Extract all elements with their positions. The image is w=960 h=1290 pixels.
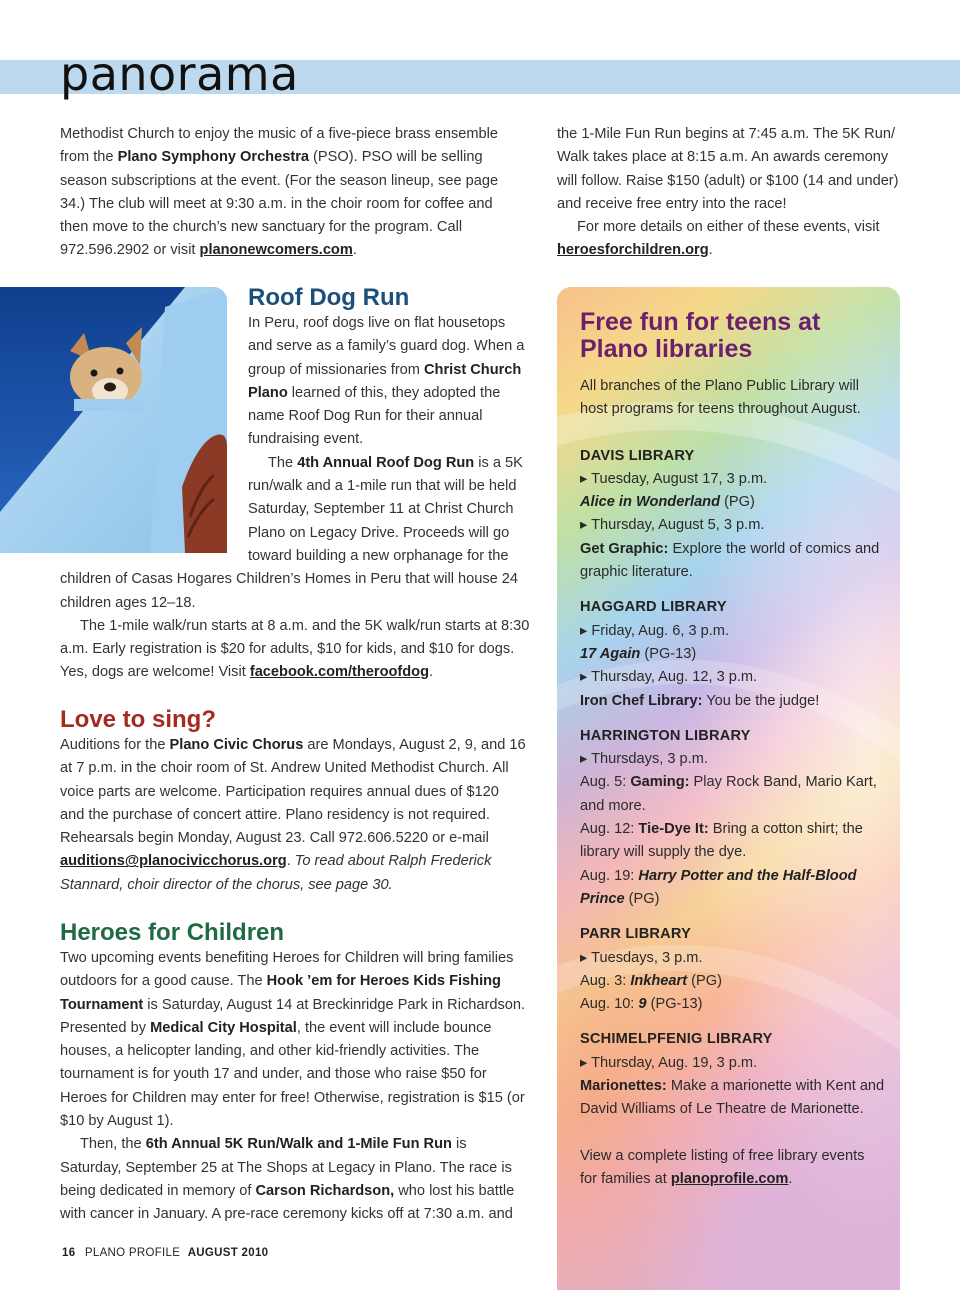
planoprofile-link[interactable]: planoprofile.com — [670, 1170, 789, 1187]
roof-dog-run-article — [60, 284, 532, 685]
page-folio — [62, 1247, 274, 1259]
davis-film-1: Alice in Wonderland (PG) — [580, 494, 755, 511]
intro-paragraph: Methodist Church to enjoy the music of a five-piece brass ensemble from the Plano Symphony Orchestra (PSO). PSO will be selling season subscriptions at the event. (For the season lineup, see page 34.) The club will meet at 9:30 a.m. in the choir room for coffee and then move to the church’s new sanctuary for the program. Call 972.596.2902 or visit planonewcomers.com. — [60, 126, 499, 259]
parr-event-2: Aug. 10: 9 (PG-13) — [580, 996, 703, 1013]
harrington-date-1: ▸ Thursdays, 3 p.m. — [580, 751, 708, 768]
heroes-paragraph-2: Then, the 6th Annual 5K Run/Walk and 1-Mile Fun Run is Saturday, September 25 at The Shops at Legacy in Plano. The race is being dedicated in memory of Carson Richardson, who lost his battle with cancer in January. A pre-race ceremony kicks off at 7:30 a.m. and — [60, 1136, 515, 1223]
heroesforchildren-link[interactable]: heroesforchildren.org — [557, 242, 709, 259]
section-masthead: panorama — [60, 47, 299, 101]
haggard-film-1: 17 Again (PG-13) — [580, 645, 697, 662]
harrington-event-1: Aug. 5: Gaming: Play Rock Band, Mario Kart, and more. — [580, 774, 877, 814]
parr-date-1: ▸ Tuesdays, 3 p.m. — [580, 949, 703, 966]
sidebar-intro: All branches of the Plano Public Library will host programs for teens throughout August. — [580, 378, 861, 418]
davis-library-heading: DAVIS LIBRARY — [580, 447, 695, 464]
love-to-sing-paragraph: Auditions for the Plano Civic Chorus are Mondays, August 2, 9, and 16 at 7 p.m. in the choir room of St. Andrew United Methodist Church. All voice parts are welcome. Participation requires annual dues of $120 and the purchase of concert attire. Plano residency is not required. Rehearsals begin Monday, August 23. Call 972.606.5220 or e-mail auditions@planocivicchorus.org. To read about Ralph Frederick Stannard, choir director of the chorus, see page 30. — [60, 737, 526, 893]
schimelpfenig-library-heading: SCHIMELPFENIG LIBRARY — [580, 1031, 773, 1048]
intro-column-left — [60, 123, 516, 263]
harrington-library-heading: HARRINGTON LIBRARY — [580, 727, 751, 744]
harrington-event-3: Aug. 19: Harry Potter and the Half-Blood Prince (PG) — [580, 867, 857, 907]
library-sidebar — [557, 287, 900, 1290]
intro-column-right — [557, 123, 900, 263]
love-to-sing-heading: Love to sing? — [60, 706, 216, 733]
harrington-event-2: Aug. 12: Tie-Dye It: Bring a cotton shirt; the library will supply the dye. — [580, 821, 863, 861]
sidebar-footer: View a complete listing of free library events for families at planoprofile.com. — [580, 1147, 865, 1187]
heroes-paragraph-1: Two upcoming events benefiting Heroes for Children will bring families outdoors for a good cause. The Hook ’em for Heroes Kids Fishing Tournament is Saturday, August 14 at Breckinridge Park in Richardson. Presented by Medical City Hospital, the event will include bounce houses, a helicopter landing, and other kid-friendly activities. The tournament is for youth 17 and under, and those who raise $50 for Heroes for Children may enter for free! Otherwise, registration is $15 (or $10 by August 1). — [60, 950, 526, 1130]
theroofdog-link[interactable]: facebook.com/theroofdog — [249, 664, 430, 681]
haggard-date-2: ▸ Thursday, Aug. 12, 3 p.m. — [580, 669, 758, 686]
planonewcomers-link[interactable]: planonewcomers.com — [199, 242, 353, 259]
roof-dog-run-heading: Roof Dog Run — [248, 284, 410, 311]
haggard-event: Iron Chef Library: You be the judge! — [580, 692, 820, 709]
schimelpfenig-event: Marionettes: Make a marionette with Kent and David Williams of Le Theatre de Marionette. — [580, 1078, 885, 1118]
magazine-name: PLANO PROFILE — [84, 1247, 181, 1259]
issue-date: AUGUST 2010 — [187, 1247, 269, 1259]
chorus-email-link[interactable]: auditions@planocivicchorus.org — [60, 853, 287, 870]
haggard-date-1: ▸ Friday, Aug. 6, 3 p.m. — [580, 622, 730, 639]
schimelpfenig-date-1: ▸ Thursday, Aug. 19, 3 p.m. — [580, 1054, 758, 1071]
davis-date-2: ▸ Thursday, August 5, 3 p.m. — [580, 517, 765, 534]
davis-date-1: ▸ Tuesday, August 17, 3 p.m. — [580, 470, 768, 487]
love-to-sing-article — [60, 706, 526, 897]
heroes-for-children-article — [60, 919, 526, 1227]
page-number: 16 — [62, 1247, 76, 1259]
roof-dog-paragraph-1: In Peru, roof dogs live on flat housetops and serve as a family’s guard dog. When a group of missionaries from Christ Church Plano learned of this, they adopted the name Roof Dog Run for their annual fundraising event. — [248, 315, 525, 448]
heroes-continuation-paragraph: the 1-Mile Fun Run begins at 7:45 a.m. The 5K Run/ Walk takes place at 8:15 a.m. An awards ceremony will follow. Raise $150 (adult) or $100 (14 and under) and receive free entry into the race! — [557, 126, 899, 212]
parr-event-1: Aug. 3: Inkheart (PG) — [580, 972, 722, 989]
roof-dog-paragraph-2: The 4th Annual Roof Dog Run is a 5K run/walk and a 1-mile run that will be held Saturday, September 11 at Christ Church Plano on Legacy Drive. Proceeds will go toward building a new orphanage for the children of Casas Hogares Children’s Homes in Peru that will house 24 children ages 12–18. — [60, 454, 523, 611]
davis-event: Get Graphic: Explore the world of comics and graphic literature. — [580, 540, 880, 581]
heroes-for-children-heading: Heroes for Children — [60, 919, 285, 946]
roof-dog-paragraph-3: The 1-mile walk/run starts at 8 a.m. and the 5K walk/run starts at 8:30 a.m. Early registration is $20 for adults, $10 for kids, and $10 for dogs. Yes, dogs are welcome! Visit facebook.com/theroofdog. — [60, 617, 530, 681]
sidebar-heading: Free fun for teens at Plano libraries — [580, 308, 821, 363]
parr-library-heading: PARR LIBRARY — [580, 926, 692, 943]
sidebar-content — [580, 309, 885, 1191]
haggard-library-heading: HAGGARD LIBRARY — [580, 599, 727, 616]
heroes-details-paragraph: For more details on either of these events, visit heroesforchildren.org. — [557, 219, 880, 259]
